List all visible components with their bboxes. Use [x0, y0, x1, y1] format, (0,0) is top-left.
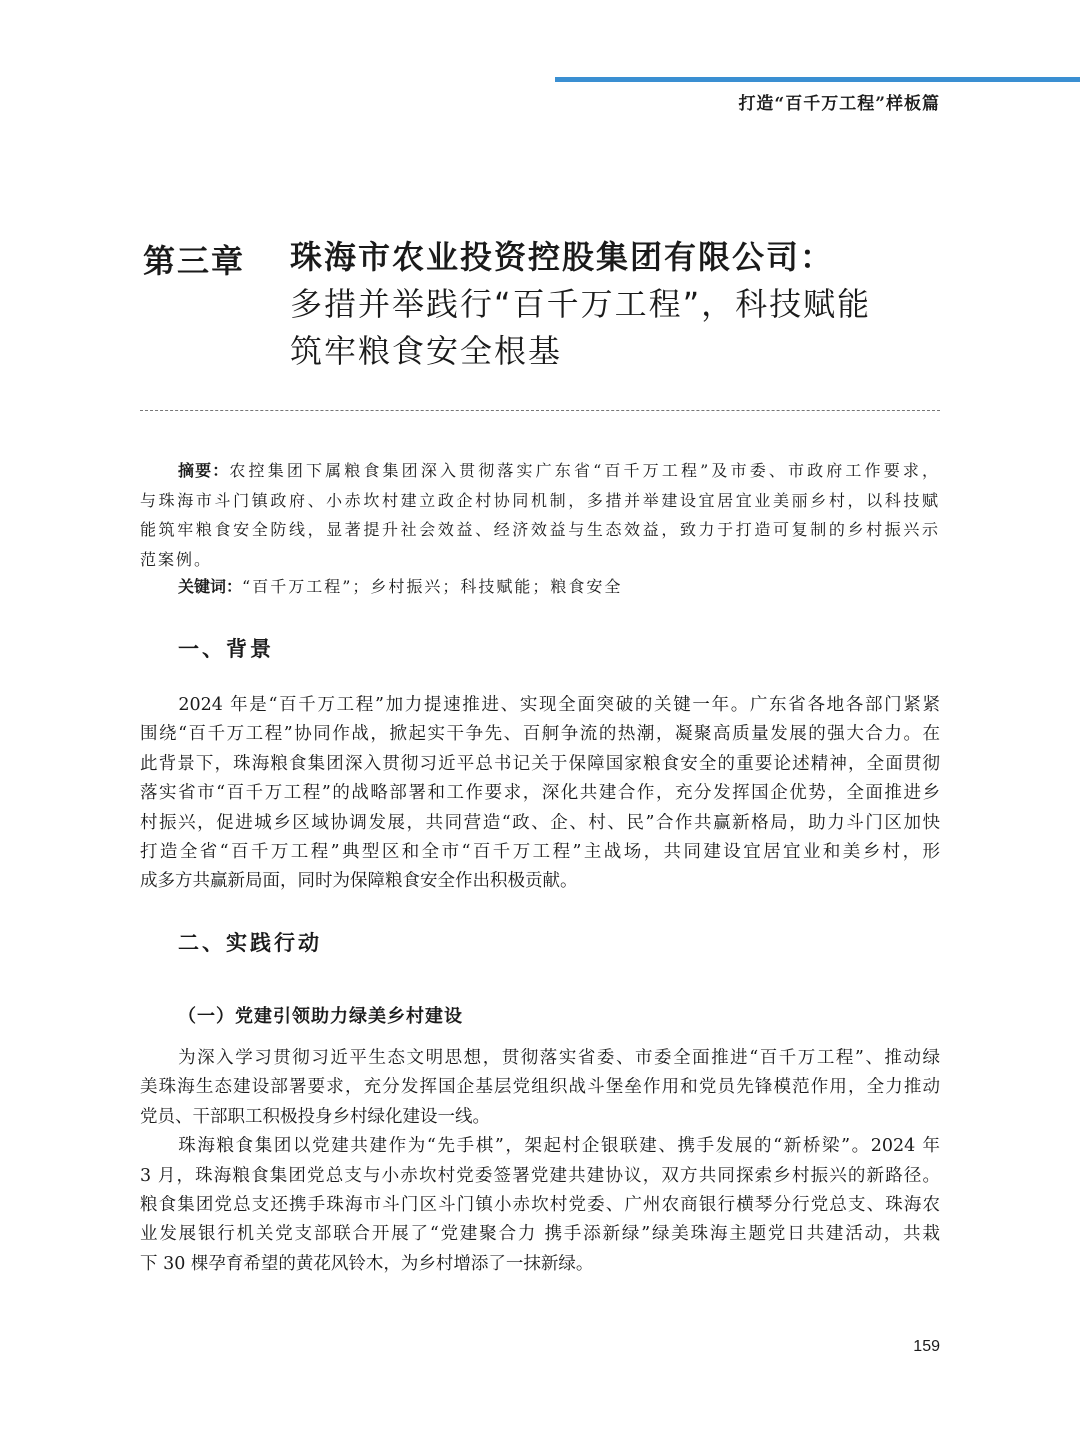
abstract-line: 能筑牢粮食安全防线，显著提升社会效益、经济效益与生态效益，致力于打造可复制的乡村振兴示 [140, 520, 940, 539]
paragraph-line: 此背景下，珠海粮食集团深入贯彻习近平总书记关于保障国家粮食安全的重要论述精神，全面贯彻 [140, 753, 940, 774]
paragraph-line: 业发展银行机关党支部联合开展了“党建聚合力 携手添新绿”绿美珠海主题党日共建活动，共栽 [140, 1224, 940, 1245]
section-heading: 一、背景 [178, 637, 274, 661]
chapter-label: 第三章 [143, 242, 246, 280]
paragraph-line: 珠海粮食集团以党建共建作为“先手棋”，架起村企银联建、携手发展的“新桥梁”。2024 年 [140, 1136, 940, 1157]
header-accent-bar [555, 77, 1080, 82]
divider [140, 410, 940, 411]
abstract-line: 与珠海市斗门镇政府、小赤坎村建立政企村协同机制，多措并举建设宜居宜业美丽乡村，以科技赋 [140, 490, 940, 510]
paragraph-line: 下 30 棵孕育希望的黄花风铃木，为乡村增添了一抹新绿。 [140, 1253, 594, 1274]
paragraph-line: 村振兴，促进城乡区域协调发展，共同营造“政、企、村、民”合作共赢新格局，助力斗门区加快 [140, 812, 940, 833]
paragraph-line: 党员、干部职工积极投身乡村绿化建设一线。 [140, 1106, 490, 1127]
abstract-line: 农控集团下属粮食集团深入贯彻落实广东省“百千万工程”及市委、市政府工作要求， [229, 461, 940, 480]
paragraph-line: 美珠海生态建设部署要求，充分发挥国企基层党组织战斗堡垒作用和党员先锋模范作用，全力推动 [140, 1077, 940, 1098]
paragraph-line: 2024 年是“百千万工程”加力提速推进、实现全面突破的关键一年。广东省各地各部门紧紧 [140, 695, 940, 715]
paragraph-line: 为深入学习贯彻习近平生态文明思想，贯彻落实省委、市委全面推进“百千万工程”、推动绿 [140, 1048, 940, 1068]
abstract-label: 摘要： [178, 461, 230, 480]
keywords [178, 574, 622, 597]
subsection-heading: （一）党建引领助力绿美乡村建设 [178, 1006, 463, 1027]
chapter-title-line: 筑牢粮食安全根基 [290, 332, 563, 370]
subsection1-body [140, 1044, 940, 1279]
paragraph-line: 落实省市“百千万工程”的战略部署和工作要求，深化共建合作，充分发挥国企优势，全面推进乡 [140, 783, 940, 804]
paragraph-line: 3 月，珠海粮食集团党总支与小赤坎村党委签署党建共建协议，双方共同探索乡村振兴的新路径。 [140, 1165, 940, 1186]
paragraph-line: 打造全省“百千万工程”典型区和全市“百千万工程”主战场，共同建设宜居宜业和美乡村，形 [140, 842, 940, 863]
keywords-text: “百千万工程”；乡村振兴；科技赋能；粮食安全 [242, 577, 623, 596]
keywords-label: 关键词： [178, 577, 243, 596]
paragraph-line: 围绕“百千万工程”协同作战，掀起实干争先、百舸争流的热潮，凝聚高质量发展的强大合力。在 [140, 724, 940, 745]
running-title: 打造“百千万工程”样板篇 [738, 94, 940, 114]
chapter-title-line: 珠海市农业投资控股集团有限公司： [290, 238, 835, 276]
chapter-title-line: 多措并举践行“百千万工程”，科技赋能 [290, 285, 872, 323]
section1-body [140, 691, 940, 897]
abstract [140, 456, 940, 574]
page-number: 159 [913, 1338, 940, 1355]
abstract-line: 范案例。 [140, 549, 213, 569]
paragraph-line: 成多方共赢新局面，同时为保障粮食安全作出积极贡献。 [140, 871, 578, 892]
chapter-title [290, 234, 942, 375]
paragraph-line: 粮食集团党总支还携手珠海市斗门区斗门镇小赤坎村党委、广州农商银行横琴分行党总支、珠海农 [140, 1195, 940, 1216]
section-heading: 二、实践行动 [178, 931, 322, 955]
